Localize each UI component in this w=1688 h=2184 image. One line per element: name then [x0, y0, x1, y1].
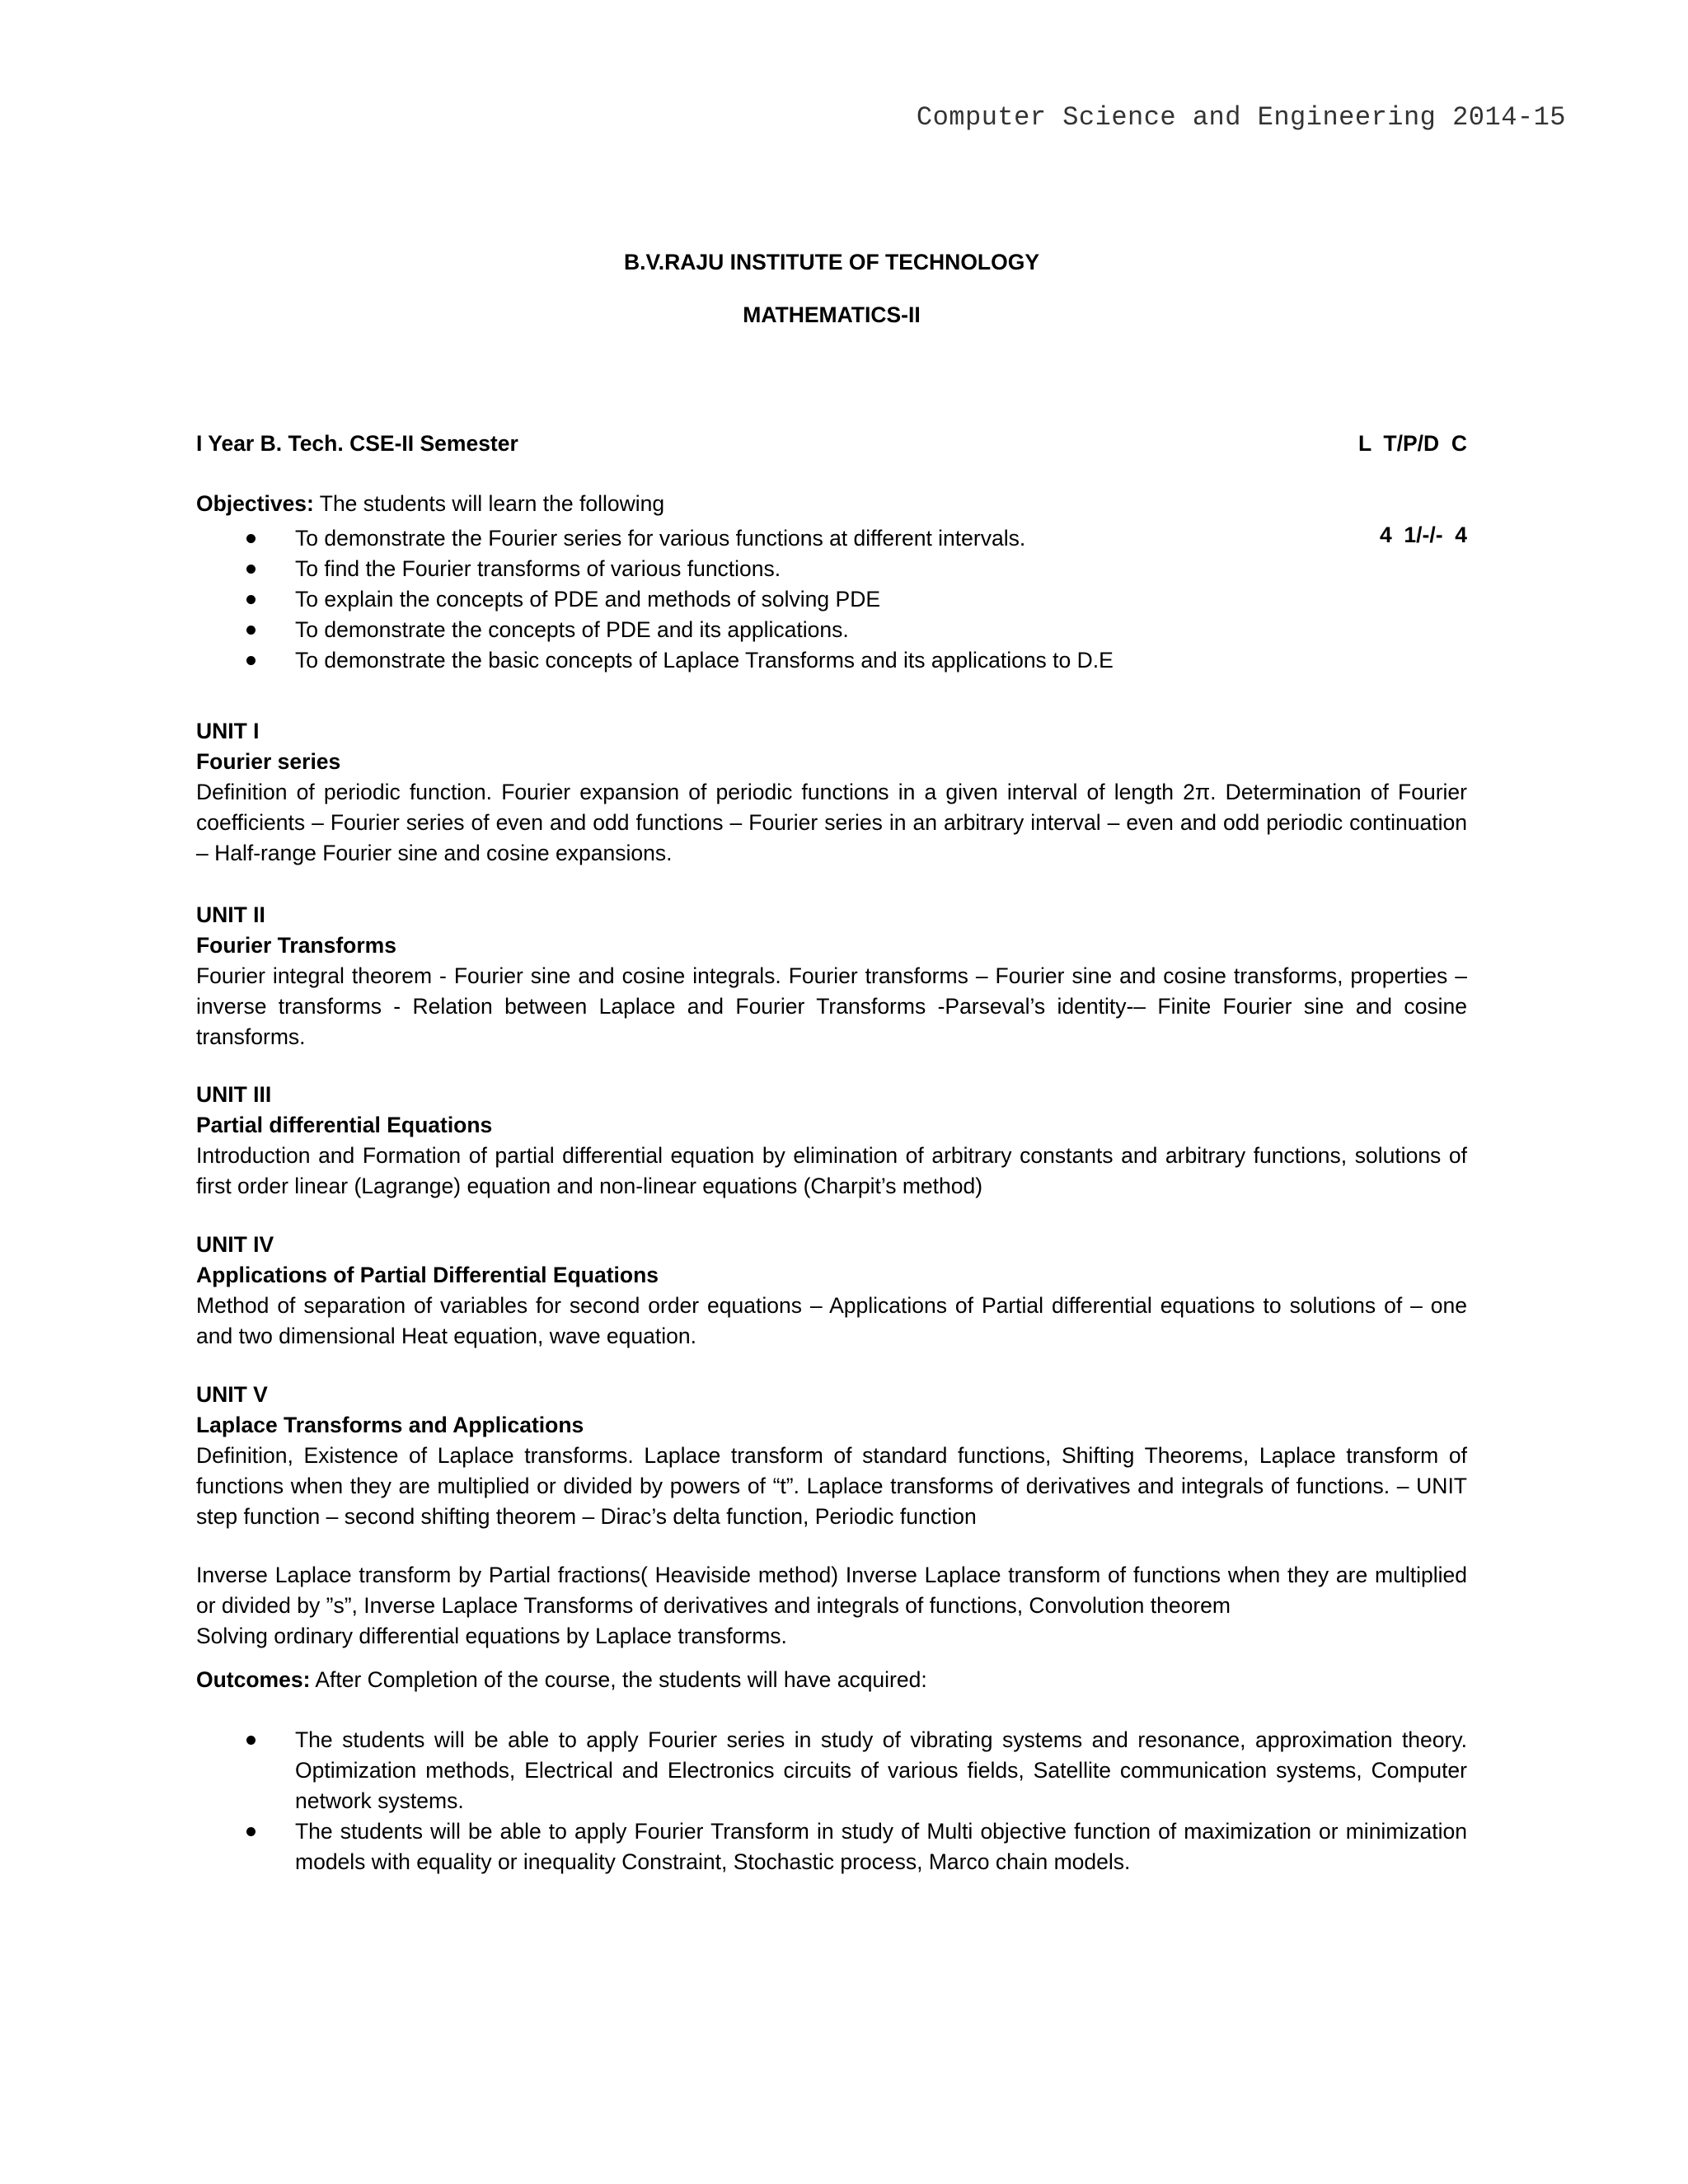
credits-values: 4 1/-/- 4: [1379, 523, 1467, 547]
unit-topic: Laplace Transforms and Applications: [196, 1413, 584, 1437]
unit-5-section: [196, 1380, 1467, 1532]
objectives-section: [196, 489, 1467, 676]
list-item-text: To demonstrate the basic concepts of Laplace Transforms and its applications to D.E: [295, 648, 1114, 673]
credits-header: L T/P/D C: [1357, 431, 1467, 456]
list-item-text: To explain the concepts of PDE and methods of solving PDE: [295, 587, 881, 612]
unit-description: Definition, Existence of Laplace transforms. Laplace transform of standard functions, Shifting Theorems, Laplace transform of functions when they are multiplied or divided by powers of “t”. Laplace transforms of derivatives and integrals of functions. – UNIT step function – second shifting theorem – Dirac’s delta function, Periodic function: [196, 1443, 1467, 1529]
unit-title: UNIT IV: [196, 1232, 274, 1257]
list-item-text: The students will be able to apply Fourier Transform in study of Multi objective function of maximization or minimization models with equality or inequality Constraint, Stochastic process, Marco chain models.: [295, 1819, 1467, 1874]
list-item-text: The students will be able to apply Fourier series in study of vibrating systems and resonance, approximation theory. Optimization methods, Electrical and Electronics circuits of various fields, Satellite communication systems, Computer network systems.: [295, 1727, 1467, 1813]
list-item: [196, 554, 1467, 584]
unit-topic: Fourier series: [196, 749, 341, 774]
list-item: [196, 645, 1467, 676]
list-item-text: To demonstrate the concepts of PDE and its applications.: [295, 617, 849, 642]
unit-title: UNIT V: [196, 1382, 268, 1407]
unit-1-section: [196, 716, 1467, 869]
unit-topic: Applications of Partial Differential Equations: [196, 1263, 659, 1287]
objectives-label: Objectives:: [196, 491, 314, 516]
unit-title: UNIT II: [196, 902, 265, 927]
list-item: [196, 523, 1467, 554]
unit-2-section: [196, 900, 1467, 1052]
institute-name: B.V.RAJU INSTITUTE OF TECHNOLOGY: [623, 250, 1040, 274]
outcomes-section: [196, 1665, 1467, 1877]
outcomes-heading: [196, 1665, 1467, 1695]
unit-description: Definition of periodic function. Fourier expansion of periodic functions in a given interval of length 2π. Determination of Fourier coefficients – Fourier series of even and odd functions – Fourier series in an arbitrary interval – even and odd periodic continuation – Half-range Fourier sine and cosine expansions.: [196, 780, 1467, 865]
course-title: MATHEMATICS-II: [743, 302, 921, 327]
objectives-intro: The students will learn the following: [313, 491, 665, 516]
objectives-list: [196, 523, 1467, 676]
list-item: [196, 1725, 1467, 1816]
unit-3-section: [196, 1080, 1467, 1202]
ode-laplace-line: Solving ordinary differential equations by Laplace transforms.: [196, 1624, 787, 1648]
unit-description: Fourier integral theorem - Fourier sine and cosine integrals. Fourier transforms – Fourier sine and cosine transforms, properties – inverse transforms - Relation between Laplace and Fourier Transforms -Parseval’s identity-– Finite Fourier sine and cosine transforms.: [196, 963, 1467, 1049]
unit-description: Method of separation of variables for second order equations – Applications of Partial differential equations to solutions of – one and two dimensional Heat equation, wave equation.: [196, 1293, 1467, 1348]
unit-topic: Partial differential Equations: [196, 1113, 493, 1137]
objectives-heading: [196, 489, 1467, 519]
unit-title: UNIT I: [196, 719, 260, 743]
bullet-icon: [246, 1736, 256, 1745]
unit-4-section: [196, 1230, 1467, 1352]
bullet-icon: [246, 656, 256, 665]
semester-label: I Year B. Tech. CSE-II Semester: [196, 431, 518, 456]
outcomes-label: Outcomes:: [196, 1667, 311, 1692]
outcomes-list: [196, 1725, 1467, 1877]
bullet-icon: [246, 565, 256, 574]
list-item-text: To demonstrate the Fourier series for various functions at different intervals.: [295, 526, 1026, 551]
list-item: [196, 584, 1467, 615]
list-item-text: To find the Fourier transforms of various functions.: [295, 556, 781, 581]
running-header: Computer Science and Engineering 2014-15: [916, 102, 1566, 133]
bullet-icon: [246, 534, 256, 543]
list-item: [196, 1816, 1467, 1877]
list-item: [196, 615, 1467, 645]
unit-title: UNIT III: [196, 1082, 272, 1107]
bullet-icon: [246, 1827, 256, 1836]
inverse-laplace-paragraph: Inverse Laplace transform by Partial fractions( Heaviside method) Inverse Laplace transform of functions when they are multiplied or divided by ”s”, Inverse Laplace Transforms of derivatives and integrals of functions, Convolution theorem: [196, 1563, 1467, 1618]
unit-description: Introduction and Formation of partial differential equation by elimination of arbitrary constants and arbitrary functions, solutions of first order linear (Lagrange) equation and non-linear equations (Charpit’s method): [196, 1143, 1467, 1198]
bullet-icon: [246, 626, 256, 635]
unit-topic: Fourier Transforms: [196, 933, 396, 958]
bullet-icon: [246, 595, 256, 604]
outcomes-intro: After Completion of the course, the students will have acquired:: [310, 1667, 927, 1692]
